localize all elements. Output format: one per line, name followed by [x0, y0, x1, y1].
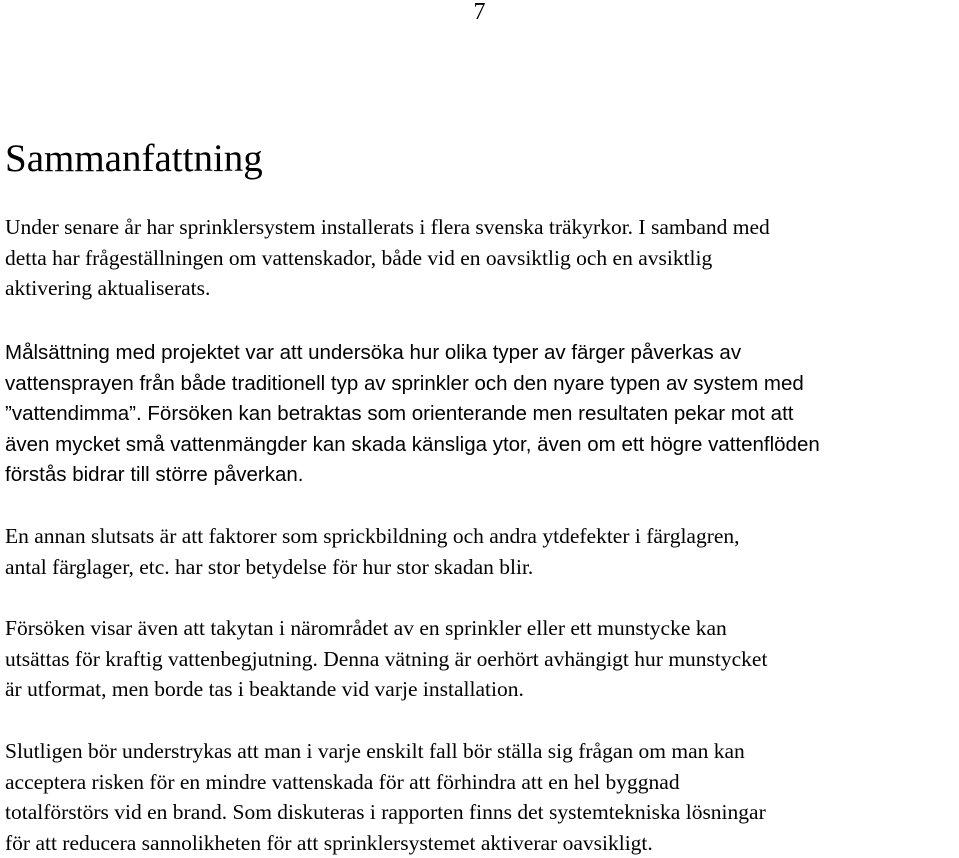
- summary-paragraph-1: [5, 212, 957, 304]
- summary-paragraph-5: [5, 736, 957, 858]
- paragraph-line: totalförstörs vid en brand. Som diskuteras i rapporten finns det systemtekniska lösningar: [5, 797, 957, 828]
- summary-paragraph-3: [5, 521, 957, 582]
- paragraph-line: förstås bidrar till större påverkan.: [5, 460, 957, 491]
- paragraph-line: aktivering aktualiserats.: [5, 273, 957, 304]
- paragraph-line: acceptera risken för en mindre vattenskada för att förhindra att en hel byggnad: [5, 767, 957, 798]
- paragraph-line: Under senare år har sprinklersystem installerats i flera svenska träkyrkor. I samband med: [5, 212, 957, 243]
- paragraph-line: Målsättning med projektet var att undersöka hur olika typer av färger påverkas av: [5, 338, 957, 369]
- page-number: 7: [0, 0, 959, 26]
- paragraph-line: Försöken visar även att takytan i närområdet av en sprinkler eller ett munstycke kan: [5, 613, 957, 644]
- summary-paragraph-2: [5, 338, 957, 491]
- summary-paragraph-4: [5, 613, 957, 705]
- paragraph-line: detta har frågeställningen om vattenskador, både vid en oavsiktlig och en avsiktlig: [5, 243, 957, 274]
- paragraph-line: för att reducera sannolikheten för att sprinklersystemet aktiverar oavsikligt.: [5, 828, 957, 858]
- paragraph-line: är utformat, men borde tas i beaktande vid varje installation.: [5, 674, 957, 705]
- paragraph-line: även mycket små vattenmängder kan skada känsliga ytor, även om ett högre vattenflöden: [5, 430, 957, 461]
- section-heading: Sammanfattning: [5, 137, 263, 181]
- paragraph-line: utsättas för kraftig vattenbegjutning. Denna vätning är oerhört avhängigt hur munstycket: [5, 644, 957, 675]
- paragraph-line: antal färglager, etc. har stor betydelse för hur stor skadan blir.: [5, 552, 957, 583]
- paragraph-line: Slutligen bör understrykas att man i varje enskilt fall bör ställa sig frågan om man kan: [5, 736, 957, 767]
- paragraph-line: vattensprayen från både traditionell typ av sprinkler och den nyare typen av system med: [5, 369, 957, 400]
- paragraph-line: ”vattendimma”. Försöken kan betraktas som orienterande men resultaten pekar mot att: [5, 399, 957, 430]
- paragraph-line: En annan slutsats är att faktorer som sprickbildning och andra ytdefekter i färglagren,: [5, 521, 957, 552]
